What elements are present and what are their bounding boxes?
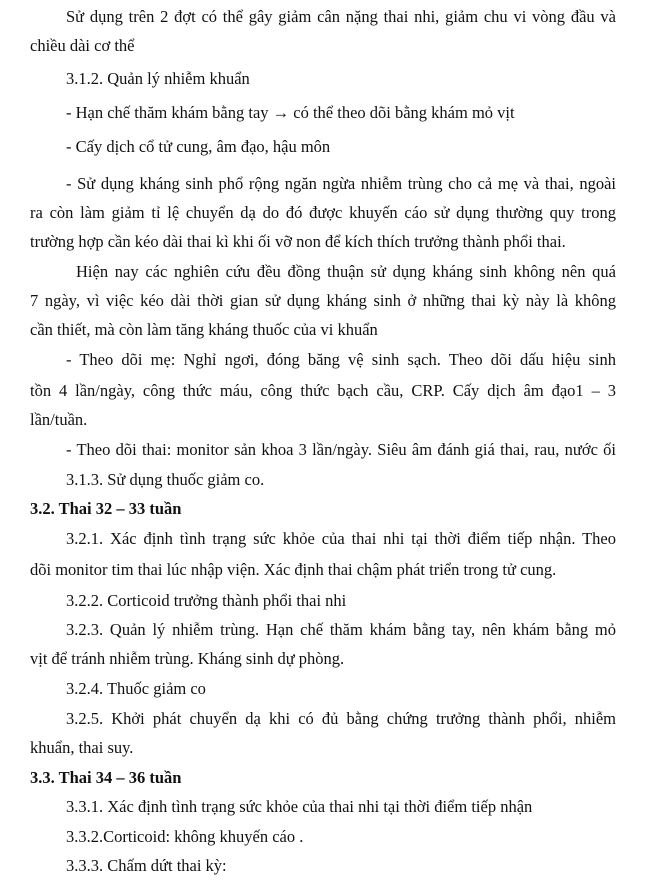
- paragraph-line: lần/tuần.: [30, 410, 88, 429]
- paragraph-line: dõi monitor tim thai lúc nhập viện. Xác định thai chậm phát triển trong tử cung.: [30, 560, 557, 579]
- paragraph-line: tồn 4 lần/ngày, công thức máu, công thức bạch cầu, CRP. Cấy dịch âm đạo1 – 3: [30, 381, 616, 400]
- paragraph-line: trường hợp cần kéo dài thai kì khi ối vỡ non để kích thích trưởng thành phổi thai.: [30, 232, 566, 251]
- subheading-3-2-2: 3.2.2. Corticoid trưởng thành phổi thai nhi: [66, 591, 347, 610]
- paragraph-line: khuẩn, thai suy.: [30, 738, 134, 757]
- subheading-3-3-1: 3.3.1. Xác định tình trạng sức khỏe của thai nhi tại thời điểm tiếp nhận: [66, 797, 533, 816]
- paragraph-line: 3.2.1. Xác định tình trạng sức khỏe của thai nhi tại thời điểm tiếp nhận. Theo: [66, 529, 616, 548]
- paragraph-line: 3.2.3. Quản lý nhiễm trùng. Hạn chế thăm khám bằng tay, nên khám bằng mỏ: [66, 620, 616, 639]
- bullet-line: - Cấy dịch cổ tử cung, âm đạo, hậu môn: [66, 137, 331, 156]
- paragraph-line: chiều dài cơ thể: [30, 36, 135, 55]
- bullet-line: - Theo dõi mẹ: Nghỉ ngơi, đóng băng vệ sinh sạch. Theo dõi dấu hiệu sinh: [66, 350, 616, 369]
- subheading-3-3-2: 3.3.2.Corticoid: không khuyến cáo .: [66, 827, 304, 846]
- subheading-3-2-4: 3.2.4. Thuốc giảm co: [66, 679, 206, 698]
- subheading-3-1-2: 3.1.2. Quản lý nhiễm khuẩn: [66, 69, 250, 88]
- paragraph-line: 7 ngày, vì việc kéo dài thời gian sử dụng kháng sinh ở những thai kỳ này là không: [30, 291, 616, 310]
- subheading-3-3-3: 3.3.3. Chấm dứt thai kỳ:: [66, 856, 227, 875]
- section-heading-3-2: 3.2. Thai 32 – 33 tuần: [30, 499, 182, 518]
- paragraph-line: 3.2.5. Khởi phát chuyển dạ khi có đủ bằng chứng trưởng thành phổi, nhiễm: [66, 709, 616, 728]
- paragraph-line: Sử dụng trên 2 đợt có thể gây giảm cân nặng thai nhi, giảm chu vi vòng đầu và: [66, 7, 616, 26]
- subheading-3-1-3: 3.1.3. Sử dụng thuốc giảm co.: [66, 470, 265, 489]
- paragraph-line: vịt để tránh nhiễm trùng. Kháng sinh dự phòng.: [30, 649, 345, 668]
- bullet-line: - Theo dõi thai: monitor sản khoa 3 lần/ngày. Siêu âm đánh giá thai, rau, nước ối: [66, 440, 616, 459]
- section-heading-3-3: 3.3. Thai 34 – 36 tuần: [30, 768, 182, 787]
- bullet-line: - Hạn chế thăm khám bằng tay → có thể theo dõi bằng khám mỏ vịt: [66, 103, 515, 122]
- paragraph-line: cần thiết, mà còn làm tăng kháng thuốc của vi khuẩn: [30, 320, 378, 339]
- paragraph-line: Hiện nay các nghiên cứu đều đồng thuận sử dụng kháng sinh không nên quá: [76, 262, 616, 281]
- bullet-line: - Sử dụng kháng sinh phổ rộng ngăn ngừa nhiễm trùng cho cả mẹ và thai, ngoài: [66, 174, 616, 193]
- paragraph-line: ra còn làm giảm tỉ lệ chuyển dạ do đó được khuyến cáo sử dụng thường quy trong: [30, 203, 616, 222]
